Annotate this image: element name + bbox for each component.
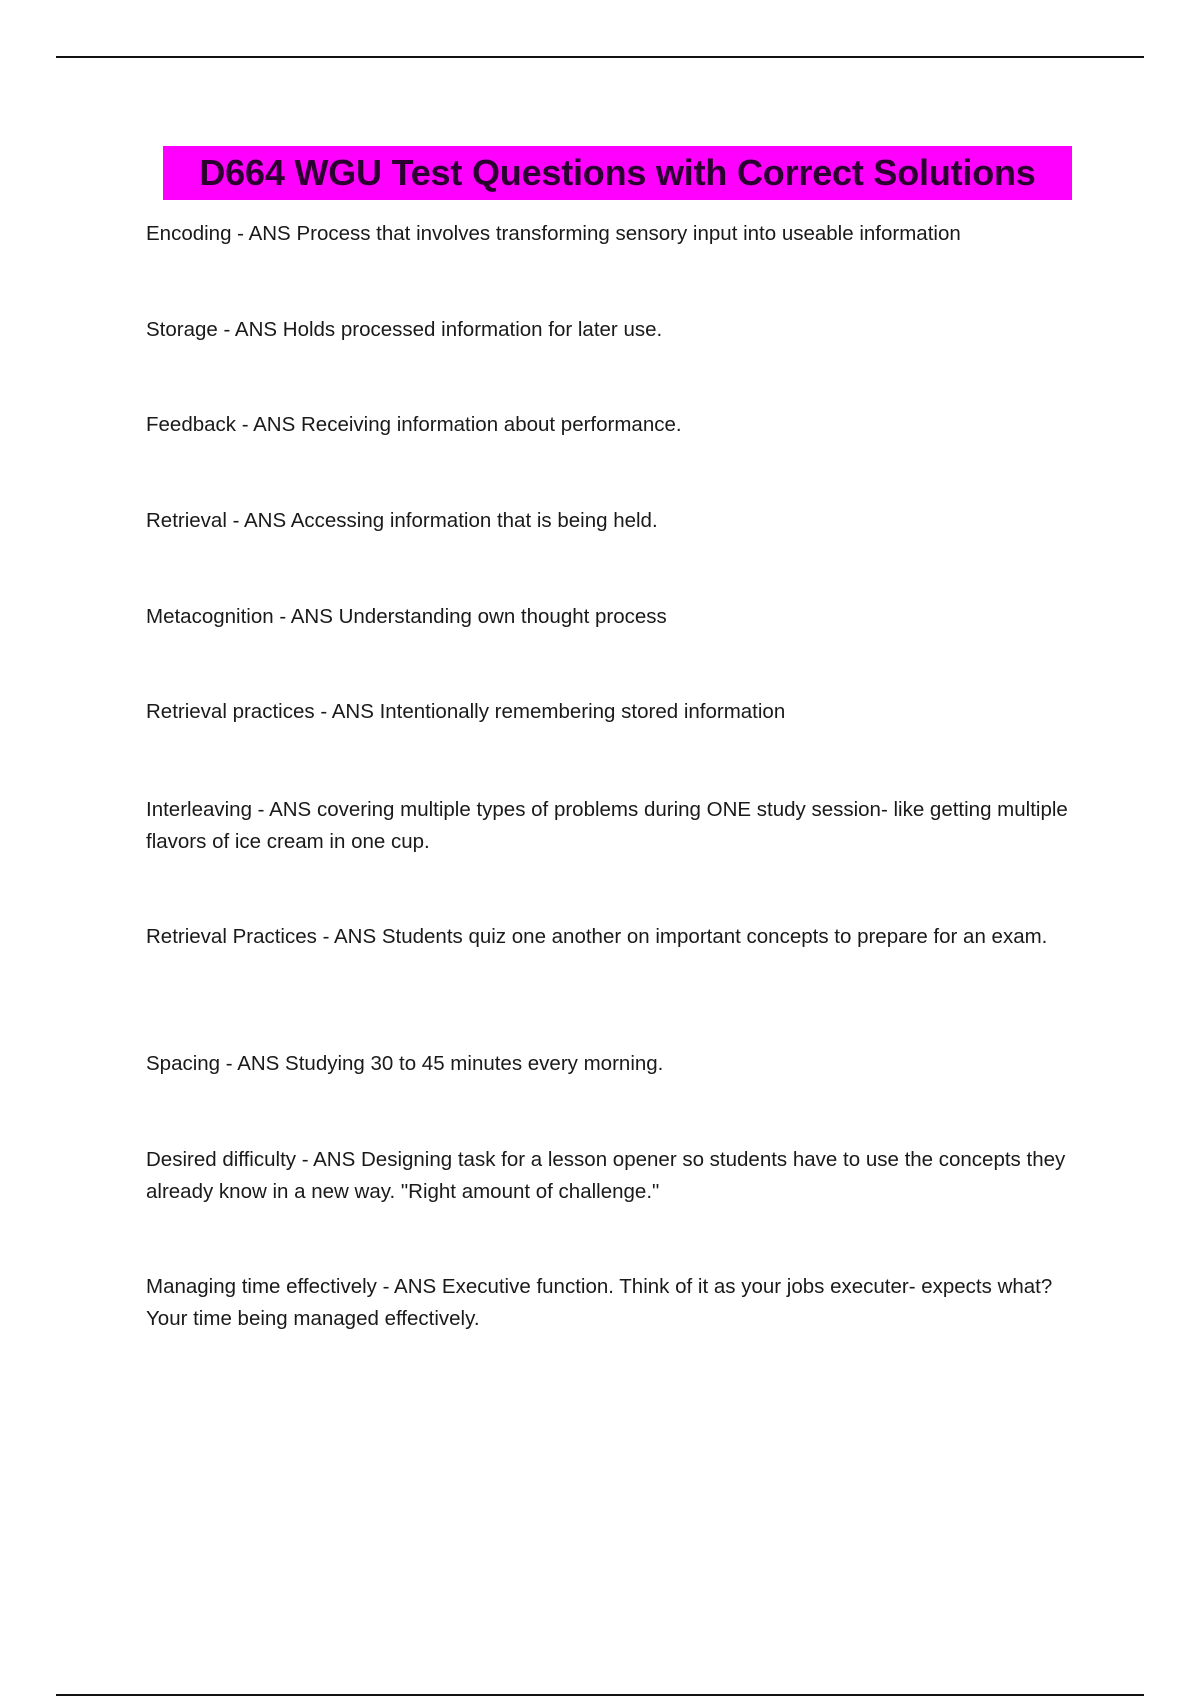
qa-term: Retrieval - (146, 509, 244, 532)
answer-marker: ANS (248, 222, 291, 245)
answer-marker: ANS (243, 509, 287, 532)
qa-item (146, 696, 1091, 728)
qa-item (146, 1048, 1091, 1080)
qa-item (146, 505, 1091, 537)
qa-item (146, 409, 1091, 441)
page-bottom-rule (56, 1694, 1144, 1696)
qa-definition: Understanding own thought process (338, 605, 667, 628)
qa-term: Spacing - (146, 1052, 237, 1075)
qa-definition: Holds processed information for later use. (282, 318, 663, 341)
page-title: D664 WGU Test Questions with Correct Solutions (199, 152, 1036, 193)
qa-term: Desired difficulty - (146, 1148, 313, 1171)
answer-marker: ANS (333, 925, 377, 948)
answer-marker: ANS (290, 605, 333, 628)
qa-term: Encoding - (146, 222, 249, 245)
qa-item (146, 794, 1091, 858)
qa-term: Feedback - (146, 413, 253, 436)
answer-marker: ANS (234, 318, 278, 341)
qa-term: Retrieval Practices - (146, 925, 334, 948)
qa-item (146, 921, 1091, 953)
qa-item (146, 601, 1091, 633)
qa-definition: Executive function. Think of it as your jobs executer- expects what? Your time being managed effectively. (146, 1275, 1053, 1330)
qa-term: Interleaving - (146, 798, 269, 821)
qa-definition: Receiving information about performance. (300, 413, 682, 436)
qa-term: Retrieval practices - (146, 700, 332, 723)
qa-term: Managing time effectively - (146, 1275, 394, 1298)
qa-definition: Students quiz one another on important concepts to prepare for an exam. (381, 925, 1048, 948)
qa-definition: Designing task for a lesson opener so students have to use the concepts they already know in a new way. "Right amount of challenge." (146, 1148, 1066, 1203)
qa-item (146, 1144, 1091, 1208)
answer-marker: ANS (394, 1275, 437, 1298)
answer-marker: ANS (269, 798, 312, 821)
qa-item (146, 1271, 1091, 1335)
qa-item (146, 218, 1091, 250)
qa-definition: covering multiple types of problems during ONE study session- like getting multiple flavors of ice cream in one cup. (146, 798, 1068, 853)
title-highlight (163, 146, 1072, 200)
qa-definition: Process that involves transforming sensory input into useable information (296, 222, 961, 245)
qa-item (146, 314, 1091, 346)
answer-marker: ANS (331, 700, 374, 723)
qa-definition: Accessing information that is being held. (290, 509, 658, 532)
qa-term: Storage - (146, 318, 235, 341)
answer-marker: ANS (313, 1148, 356, 1171)
qa-definition: Intentionally remembering stored information (379, 700, 786, 723)
answer-marker: ANS (253, 413, 296, 436)
qa-definition: Studying 30 to 45 minutes every morning. (285, 1052, 664, 1075)
qa-term: Metacognition - (146, 605, 291, 628)
page-top-rule (56, 56, 1144, 58)
answer-marker: ANS (237, 1052, 280, 1075)
